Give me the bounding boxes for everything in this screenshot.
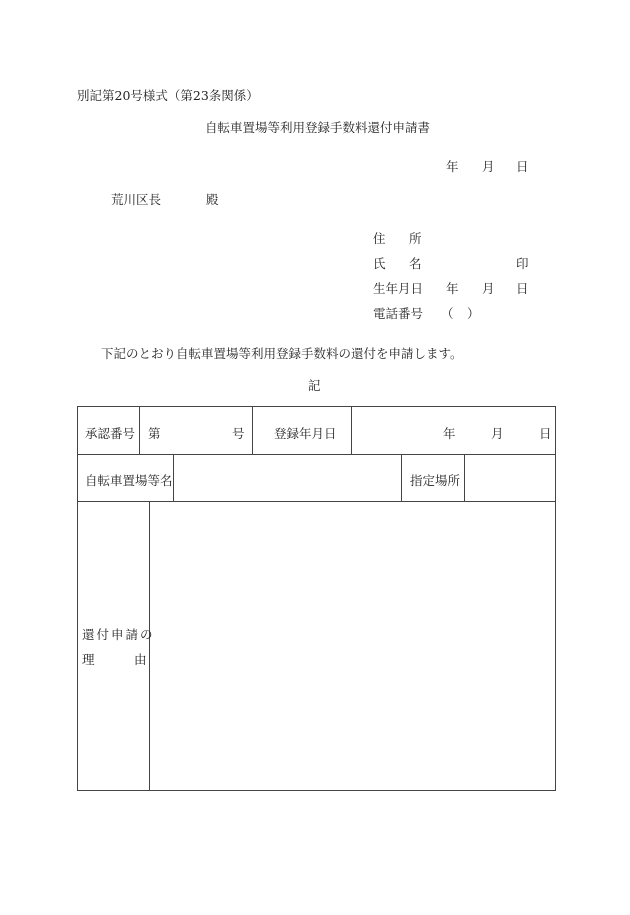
registration-date-label: 登録年月日 [274, 426, 337, 441]
name-label-char1: 氏 [373, 256, 386, 271]
date-year-label: 年 [446, 159, 459, 174]
phone-paren-open: （ [441, 306, 454, 321]
registration-day-label: 日 [539, 426, 552, 441]
refund-reason-label-char2: 由 [134, 652, 147, 667]
parking-name-label: 自転車置場等名 [85, 473, 173, 488]
birth-month-label: 月 [482, 281, 495, 296]
table-col-divider [139, 407, 140, 454]
addressee-name: 荒川区長 [111, 192, 162, 207]
approval-number-suffix: 号 [232, 426, 245, 441]
form-title: 自転車置場等利用登録手数料還付申請書 [205, 120, 431, 135]
refund-details-table [77, 406, 556, 791]
table-col-divider [173, 454, 174, 501]
birth-date-label: 生年月日 [373, 281, 424, 296]
addressee-honorific: 殿 [206, 192, 219, 207]
date-month-label: 月 [482, 159, 495, 174]
address-label-char2: 所 [409, 231, 422, 246]
table-row-divider [78, 454, 555, 455]
registration-year-label: 年 [443, 426, 456, 441]
table-col-divider [351, 407, 352, 454]
birth-year-label: 年 [446, 281, 459, 296]
request-statement: 下記のとおり自転車置場等利用登録手数料の還付を申請します。 [101, 346, 463, 361]
registration-month-label: 月 [491, 426, 504, 441]
designated-place-label: 指定場所 [410, 473, 461, 488]
form-reference: 別記第20号様式（第23条関係） [77, 88, 259, 103]
refund-reason-label-line1: 還付申請の [82, 627, 155, 642]
refund-reason-label-char1: 理 [82, 652, 95, 667]
date-day-label: 日 [516, 159, 529, 174]
birth-day-label: 日 [516, 281, 529, 296]
table-col-divider [401, 454, 402, 501]
phone-paren-close: ） [467, 306, 480, 321]
table-col-divider [149, 501, 150, 790]
table-col-divider [252, 407, 253, 454]
address-label-char1: 住 [373, 231, 386, 246]
phone-label: 電話番号 [373, 306, 424, 321]
table-col-divider [464, 454, 465, 501]
seal-mark: 印 [516, 256, 529, 271]
name-label-char2: 名 [409, 256, 422, 271]
note-heading: 記 [308, 378, 321, 393]
approval-number-prefix: 第 [148, 426, 161, 441]
approval-number-label: 承認番号 [85, 426, 136, 441]
